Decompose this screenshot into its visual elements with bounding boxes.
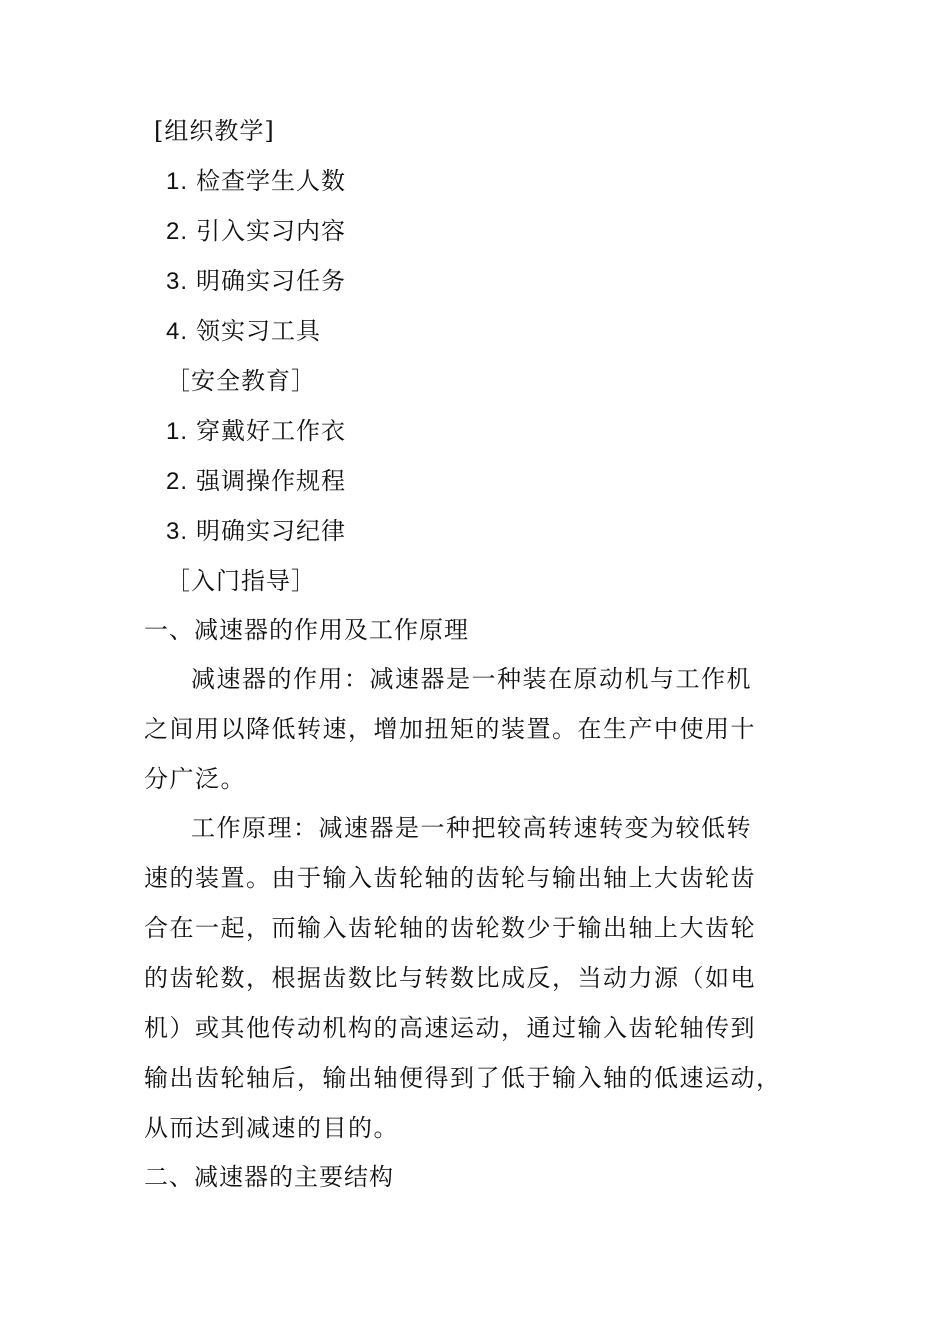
list-item-text: 明确实习任务 [196, 267, 347, 295]
section-header-safety: ［安全教育］ [166, 367, 316, 395]
list-item-text: 穿戴好工作衣 [196, 417, 347, 445]
list-item [166, 266, 346, 297]
section-header-org: [组织教学] [154, 117, 275, 145]
paragraph-line: 减速器的作用：减速器是一种装在原动机与工作机 [191, 665, 752, 693]
list-item [166, 316, 321, 347]
list-item-number: 3. [166, 518, 189, 545]
list-item-number: 3. [166, 268, 189, 295]
list-item-number: 4. [166, 318, 189, 345]
paragraph-line: 输出齿轮轴后，输出轴便得到了低于输入轴的低速运动， [144, 1064, 782, 1092]
paragraph-line: 机）或其他传动机构的高速运动，通过输入齿轮轴传到 [144, 1014, 756, 1042]
list-item-number: 1. [166, 168, 189, 195]
paragraph-line: 从而达到减速的目的。 [144, 1114, 399, 1142]
paragraph-line: 的齿轮数，根据齿数比与转数比成反，当动力源（如电 [144, 964, 756, 992]
list-item-number: 2. [166, 218, 189, 245]
list-item [166, 466, 346, 497]
list-item-text: 领实习工具 [196, 317, 322, 345]
paragraph-line: 合在一起，而输入齿轮轴的齿轮数少于输出轴上大齿轮 [144, 914, 756, 942]
list-item [166, 216, 346, 247]
paragraph-line: 速的装置。由于输入齿轮轴的齿轮与输出轴上大齿轮齿 [144, 864, 756, 892]
list-item-number: 1. [166, 418, 189, 445]
list-item-text: 检查学生人数 [196, 167, 347, 195]
list-item [166, 416, 346, 447]
heading-1: 一、减速器的作用及工作原理 [144, 616, 469, 644]
list-item [166, 516, 346, 547]
section-header-guide: ［入门指导］ [166, 567, 316, 595]
list-item [166, 166, 346, 197]
list-item-text: 强调操作规程 [196, 467, 347, 495]
paragraph-line: 分广泛。 [144, 765, 246, 793]
heading-2: 二、减速器的主要结构 [144, 1163, 394, 1191]
list-item-text: 明确实习纪律 [196, 517, 347, 545]
paragraph-line: 工作原理：减速器是一种把较高转速转变为较低转 [191, 814, 752, 842]
list-item-number: 2. [166, 468, 189, 495]
paragraph-line: 之间用以降低转速，增加扭矩的装置。在生产中使用十 [144, 715, 756, 743]
list-item-text: 引入实习内容 [196, 217, 347, 245]
